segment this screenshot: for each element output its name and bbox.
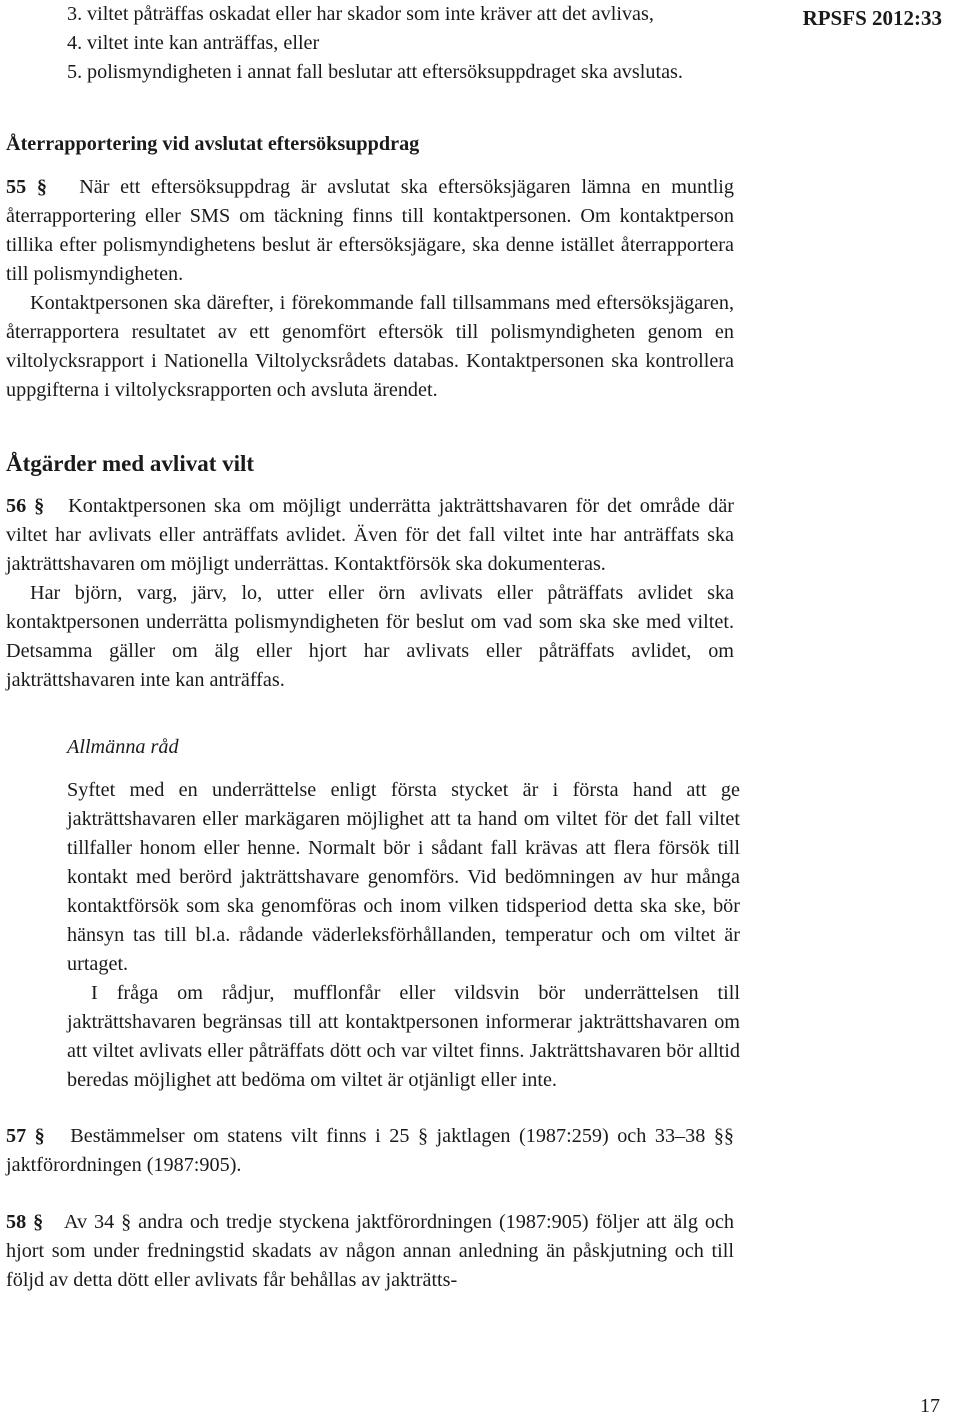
paragraph-55-2: Kontaktpersonen ska därefter, i förekommande fall tillsammans med eftersöksjägaren, återrapportera resultatet av ett genomfört eftersök till polismyndigheten genom en viltolycksrapport i Nationella Viltolycksrådets databas. Kontaktpersonen ska kontrollera uppgifterna i viltolycksrapporten och avsluta ärendet. — [6, 292, 734, 401]
advice-paragraph-1: Syftet med en underrättelse enligt första stycket är i första hand att ge jakträttshavaren eller markägaren möjlighet att ta hand om viltet för det fall viltet tillfaller honom eller henne. Normalt bör i sådant fall krävas att flera försök till kontakt med berörd jakträttshavare genomförs. Vid bedömningen av hur många kontaktförsök som ska genomföras och inom vilken tidsperiod detta ska ske, bör hänsyn tas till bl.a. rådande väderleksförhållanden, temperatur och om viltet är urtaget. — [67, 779, 740, 975]
general-advice — [67, 733, 740, 1095]
paragraph-text: Kontaktpersonen ska om möjligt underrätta jakträttshavaren för det område där viltet har avlivats eller anträffats avlidet. Även för det fall viltet inte har anträffats ska jakträttshavaren om möjligt underrättas. Kontaktförsök ska dokumenteras. — [6, 495, 734, 575]
list-text: polismyndigheten i annat fall beslutar att eftersöksuppdraget ska avslutas. — [87, 61, 683, 83]
section-number: 56 § — [6, 495, 45, 517]
paragraph-text: När ett eftersöksuppdrag är avslutat ska eftersöksjägaren lämna en muntlig återrapportering eller SMS om täckning finns till kontaktpersonen. Om kontaktperson tillika efter polismyndighetens beslut är eftersöksjägare, ska denne istället återrapportera till polismyndigheten. — [6, 176, 735, 285]
list-text: viltet påträffas oskadat eller har skador som inte kräver att det avlivas, — [87, 3, 654, 25]
list-text: viltet inte kan anträffas, eller — [87, 32, 320, 54]
paragraph-text: Av 34 § andra och tredje styckena jaktförordningen (1987:905) följer att älg och hjort som under fredningstid skadats av någon annan anledning än påskjutning och till följd av detta dött eller avlivats får behållas av jakträtts- — [6, 1211, 735, 1291]
paragraph-57 — [6, 1122, 734, 1180]
list-number: 4. — [67, 32, 83, 54]
paragraph-text: Bestämmelser om statens vilt finns i 25 § jaktlagen (1987:259) och 33–38 §§ jaktförordningen (1987:905). — [6, 1125, 735, 1176]
section-number: 58 § — [6, 1211, 44, 1233]
advice-paragraph-2: I fråga om rådjur, mufflonfår eller vildsvin bör underrättelsen till jakträttshavaren begränsas till att kontaktpersonen informerar jakträttshavaren om att viltet avlivats eller påträffats dött och var viltet finns. Jakträttshavaren bör alltid beredas möjlighet att bedöma om viltet är otjänligt eller inte. — [67, 982, 740, 1091]
list-number: 3. — [67, 3, 83, 25]
document-body — [6, 0, 740, 1295]
list-item — [6, 58, 734, 87]
advice-title: Allmänna råd — [67, 736, 179, 758]
section-number: 55 § — [6, 176, 48, 198]
list-item — [6, 0, 734, 29]
document-code: RPSFS 2012:33 — [802, 6, 942, 30]
section-heading: Åtgärder med avlivat vilt — [6, 451, 255, 476]
condition-list — [6, 0, 734, 87]
paragraph-56-2: Har björn, varg, järv, lo, utter eller örn avlivats eller påträffats avlidet ska kontaktpersonen underrätta polismyndigheten för beslut om vad som ska ske med viltet. Detsamma gäller om älg eller hjort har avlivats eller påträffats avlidet, om jakträttshavaren inte kan anträffas. — [6, 582, 734, 691]
section-heading: Återrapportering vid avslutat eftersöksuppdrag — [6, 133, 420, 155]
list-number: 5. — [67, 61, 83, 83]
paragraph-55-1 — [6, 173, 734, 289]
paragraph-58 — [6, 1208, 734, 1295]
list-item — [6, 29, 734, 58]
page-number: 17 — [920, 1395, 940, 1417]
paragraph-56-1 — [6, 492, 734, 579]
section-number: 57 § — [6, 1125, 45, 1147]
